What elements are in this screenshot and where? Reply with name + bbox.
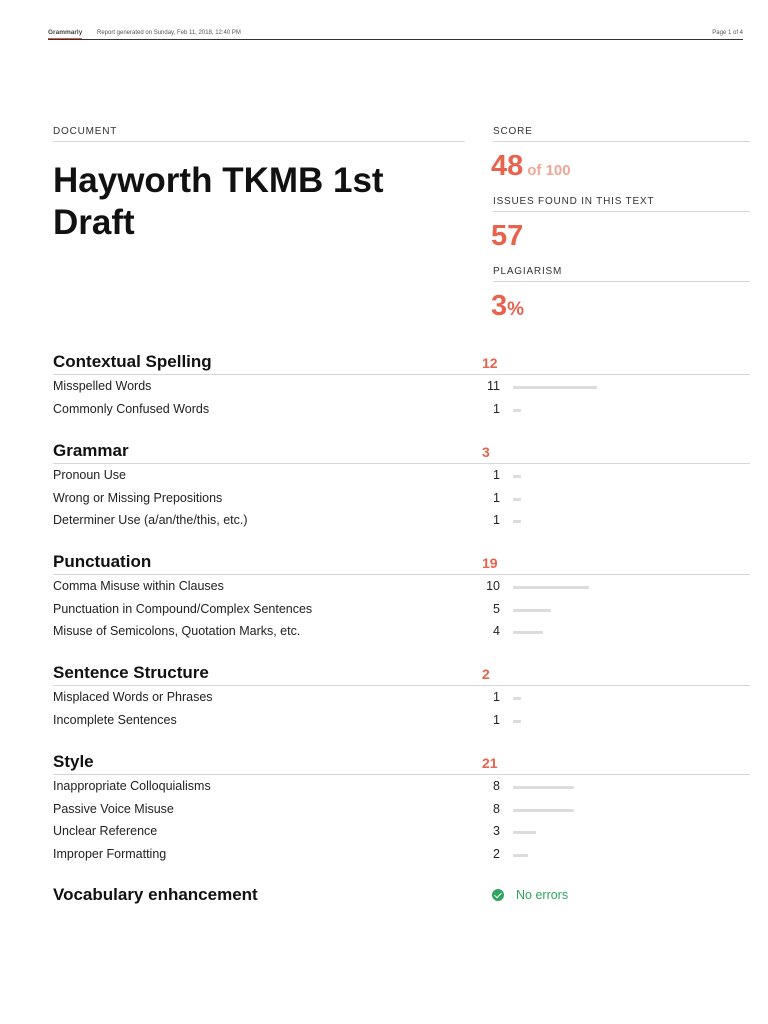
issue-bar: [513, 609, 551, 612]
issue-row: [53, 398, 750, 421]
check-circle-icon: [492, 889, 504, 901]
issue-label: Punctuation in Compound/Complex Sentences: [53, 601, 313, 616]
issue-count: 1: [493, 712, 500, 727]
issue-row: [53, 775, 750, 798]
section-grammar: [53, 441, 750, 532]
issue-bar: [513, 386, 597, 389]
brand-logo: Grammarly: [48, 29, 82, 39]
issue-bar: [513, 697, 521, 700]
issue-bar: [513, 854, 528, 857]
section-header: [53, 752, 750, 775]
issue-row: [53, 487, 750, 510]
issue-bar: [513, 809, 574, 812]
issue-label: Misplaced Words or Phrases: [53, 690, 213, 704]
score-number: 48: [491, 150, 524, 182]
issue-label: Wrong or Missing Prepositions: [53, 490, 223, 505]
section-header: [53, 663, 750, 686]
section-title: Contextual Spelling: [53, 352, 212, 371]
page-number: Page 1 of 4: [712, 30, 743, 36]
score-label: SCORE: [493, 126, 750, 142]
section-title: Style: [53, 752, 94, 771]
section-punctuation: [53, 552, 750, 643]
section-count: 12: [482, 355, 498, 371]
vocabulary-status: [492, 888, 568, 902]
section-title: Sentence Structure: [53, 663, 209, 682]
issue-row: [53, 620, 750, 643]
plagiarism-number: 3: [491, 290, 508, 322]
plagiarism-value: [491, 290, 524, 323]
issues-value: 57: [491, 220, 524, 252]
issue-label: Misspelled Words: [53, 379, 152, 393]
section-count: 19: [482, 555, 498, 571]
section-header: [53, 352, 750, 375]
issue-bar: [513, 786, 574, 789]
issue-bar: [513, 475, 521, 478]
issue-row: [53, 798, 750, 821]
issue-row: [53, 843, 750, 866]
issue-label: Unclear Reference: [53, 824, 158, 838]
issue-label: Commonly Confused Words: [53, 401, 210, 416]
issue-bar: [513, 520, 521, 523]
section-count: 2: [482, 666, 490, 682]
issue-row: [53, 709, 750, 732]
issue-count: 1: [493, 401, 500, 416]
issue-bar: [513, 586, 589, 589]
issue-count: 8: [493, 801, 500, 816]
issue-bar: [513, 831, 536, 834]
document-label: DOCUMENT: [53, 126, 465, 142]
report-generated-date: Report generated on Sunday, Feb 11, 2018, 12:40 PM: [97, 30, 241, 36]
section-style: [53, 752, 750, 865]
document-title: Hayworth TKMB 1st Draft: [53, 161, 384, 242]
section-contextual-spelling: [53, 352, 750, 420]
plagiarism-unit: %: [507, 299, 525, 320]
vocabulary-status-text: No errors: [516, 888, 569, 902]
issue-row: [53, 464, 750, 487]
section-header: [53, 441, 750, 464]
issue-count: 1: [493, 468, 500, 482]
issue-label: Comma Misuse within Clauses: [53, 579, 224, 593]
issue-count: 10: [486, 579, 500, 593]
issue-count: 2: [493, 846, 500, 861]
issue-count: 1: [493, 513, 500, 527]
report-header: [48, 26, 743, 40]
section-header: [53, 552, 750, 575]
issue-count: 4: [493, 624, 500, 638]
section-count: 21: [482, 755, 498, 771]
issue-count: 1: [493, 690, 500, 704]
issue-row: [53, 375, 750, 398]
issue-count: 8: [493, 779, 500, 793]
issue-label: Incomplete Sentences: [53, 712, 177, 727]
score-max: of 100: [527, 162, 571, 179]
issue-count: 1: [493, 490, 500, 505]
issue-row: [53, 575, 750, 598]
issue-label: Improper Formatting: [53, 846, 167, 861]
plagiarism-label: PLAGIARISM: [493, 266, 750, 282]
issue-label: Misuse of Semicolons, Quotation Marks, etc.: [53, 624, 301, 638]
issue-bar: [513, 720, 521, 723]
issue-label: Inappropriate Colloquialisms: [53, 779, 211, 793]
section-count: 3: [482, 444, 490, 460]
issue-count: 3: [493, 824, 500, 838]
issue-label: Determiner Use (a/an/the/this, etc.): [53, 513, 248, 527]
issue-bar: [513, 631, 543, 634]
issue-count: 5: [493, 601, 500, 616]
section-sentence-structure: [53, 663, 750, 731]
issue-row: [53, 598, 750, 621]
section-title: Grammar: [53, 441, 129, 460]
section-title: Punctuation: [53, 552, 152, 571]
issue-label: Pronoun Use: [53, 468, 126, 482]
score-value: [491, 150, 571, 183]
issue-row: [53, 686, 750, 709]
issue-count: 11: [487, 379, 500, 393]
issues-label: ISSUES FOUND IN THIS TEXT: [493, 196, 750, 212]
issue-row: [53, 820, 750, 843]
issue-bar: [513, 498, 521, 501]
issue-row: [53, 509, 750, 532]
vocabulary-title: Vocabulary enhancement: [53, 885, 258, 904]
issue-bar: [513, 409, 521, 412]
issue-label: Passive Voice Misuse: [53, 801, 174, 816]
